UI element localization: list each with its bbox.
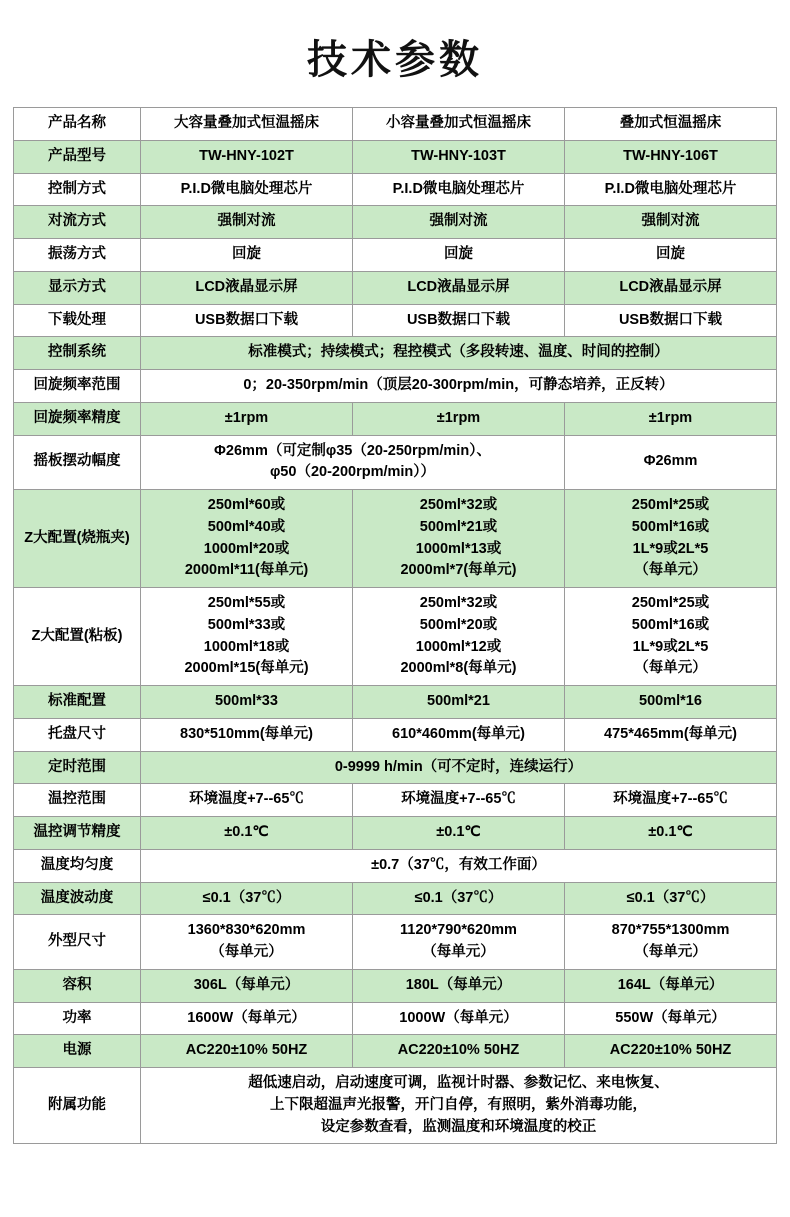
row-value: 标准模式；持续模式；程控模式（多段转速、温度、时间的控制） — [141, 337, 777, 370]
table-row — [14, 402, 777, 435]
row-value: 500ml*33 — [141, 686, 353, 719]
table-row — [14, 337, 777, 370]
row-value: 0-9999 h/min（可不定时，连续运行） — [141, 751, 777, 784]
table-row — [14, 435, 777, 490]
row-value: ±0.1℃ — [565, 817, 777, 850]
row-label: 回旋频率精度 — [14, 402, 141, 435]
row-value: ≤0.1（37℃） — [141, 882, 353, 915]
row-label: 显示方式 — [14, 271, 141, 304]
row-value: 164L（每单元） — [565, 969, 777, 1002]
row-value: 306L（每单元） — [141, 969, 353, 1002]
row-value: Φ26mm（可定制φ35（20-250rpm/min）、 φ50（20-200rpm/min）） — [141, 435, 565, 490]
row-value: TW-HNY-106T — [565, 140, 777, 173]
row-label: 控制方式 — [14, 173, 141, 206]
row-label: 对流方式 — [14, 206, 141, 239]
row-value: 大容量叠加式恒温摇床 — [141, 108, 353, 141]
row-value: P.I.D微电脑处理芯片 — [565, 173, 777, 206]
row-value: ≤0.1（37℃） — [565, 882, 777, 915]
row-value: ±1rpm — [141, 402, 353, 435]
row-value: 1120*790*620mm （每单元） — [353, 915, 565, 970]
table-row — [14, 784, 777, 817]
row-value: 小容量叠加式恒温摇床 — [353, 108, 565, 141]
table-row — [14, 271, 777, 304]
row-label: 附属功能 — [14, 1068, 141, 1144]
row-value: 250ml*32或 500ml*21或 1000ml*13或 2000ml*7(每单元) — [353, 490, 565, 588]
table-row — [14, 588, 777, 686]
row-value: 870*755*1300mm （每单元） — [565, 915, 777, 970]
row-value: P.I.D微电脑处理芯片 — [141, 173, 353, 206]
row-value: TW-HNY-103T — [353, 140, 565, 173]
row-value: 250ml*25或 500ml*16或 1L*9或2L*5 （每单元） — [565, 490, 777, 588]
table-row — [14, 1035, 777, 1068]
row-value: 回旋 — [353, 239, 565, 272]
table-row — [14, 718, 777, 751]
row-value: 250ml*60或 500ml*40或 1000ml*20或 2000ml*11(每单元) — [141, 490, 353, 588]
table-row — [14, 206, 777, 239]
table-row — [14, 490, 777, 588]
row-value: 环境温度+7--65℃ — [353, 784, 565, 817]
row-label: 定时范围 — [14, 751, 141, 784]
table-row — [14, 849, 777, 882]
row-value: 回旋 — [565, 239, 777, 272]
row-value: USB数据口下载 — [353, 304, 565, 337]
row-value: 1600W（每单元） — [141, 1002, 353, 1035]
row-label: 温度波动度 — [14, 882, 141, 915]
table-row — [14, 239, 777, 272]
row-label: 控制系统 — [14, 337, 141, 370]
row-label: 托盘尺寸 — [14, 718, 141, 751]
table-row — [14, 1068, 777, 1144]
row-label: 外型尺寸 — [14, 915, 141, 970]
table-row — [14, 686, 777, 719]
row-value: USB数据口下载 — [141, 304, 353, 337]
row-label: Z大配置(烧瓶夹) — [14, 490, 141, 588]
row-value: 环境温度+7--65℃ — [141, 784, 353, 817]
row-value: 550W（每单元） — [565, 1002, 777, 1035]
row-value: 250ml*25或 500ml*16或 1L*9或2L*5 （每单元） — [565, 588, 777, 686]
row-label: 温度均匀度 — [14, 849, 141, 882]
table-row — [14, 140, 777, 173]
row-value: 830*510mm(每单元) — [141, 718, 353, 751]
row-value: 回旋 — [141, 239, 353, 272]
table-row — [14, 1002, 777, 1035]
row-value: LCD液晶显示屏 — [353, 271, 565, 304]
row-value: ±0.7（37℃，有效工作面） — [141, 849, 777, 882]
row-value: 强制对流 — [141, 206, 353, 239]
row-value: 0；20-350rpm/min（顶层20-300rpm/min，可静态培养，正反转） — [141, 370, 777, 403]
row-label: 产品型号 — [14, 140, 141, 173]
row-value: ±0.1℃ — [353, 817, 565, 850]
row-label: 下载处理 — [14, 304, 141, 337]
table-row — [14, 882, 777, 915]
row-label: 产品名称 — [14, 108, 141, 141]
row-value: 1360*830*620mm （每单元） — [141, 915, 353, 970]
row-value: 强制对流 — [565, 206, 777, 239]
page-title: 技术参数 — [307, 38, 483, 82]
table-body — [14, 108, 777, 1144]
table-row — [14, 304, 777, 337]
row-label: 温控调节精度 — [14, 817, 141, 850]
row-value: 500ml*16 — [565, 686, 777, 719]
table-row — [14, 969, 777, 1002]
row-value: AC220±10% 50HZ — [141, 1035, 353, 1068]
table-row — [14, 173, 777, 206]
row-label: 电源 — [14, 1035, 141, 1068]
row-value: 250ml*55或 500ml*33或 1000ml*18或 2000ml*15(每单元) — [141, 588, 353, 686]
row-value: 环境温度+7--65℃ — [565, 784, 777, 817]
row-label: 回旋频率范围 — [14, 370, 141, 403]
row-label: 容积 — [14, 969, 141, 1002]
bottom-spacer — [0, 1144, 790, 1152]
row-label: 振荡方式 — [14, 239, 141, 272]
row-label: 功率 — [14, 1002, 141, 1035]
table-row — [14, 817, 777, 850]
row-value: ≤0.1（37℃） — [353, 882, 565, 915]
row-value: 1000W（每单元） — [353, 1002, 565, 1035]
row-value: LCD液晶显示屏 — [141, 271, 353, 304]
row-value: 250ml*32或 500ml*20或 1000ml*12或 2000ml*8(每单元) — [353, 588, 565, 686]
row-value: 超低速启动，启动速度可调，监视计时器、参数记忆、来电恢复、 上下限超温声光报警，开门自停，有照明，紫外消毒功能， 设定参数查看，监测温度和环境温度的校正 — [141, 1068, 777, 1144]
table-row — [14, 915, 777, 970]
specifications-table — [13, 107, 777, 1144]
row-label: 摇板摆动幅度 — [14, 435, 141, 490]
row-value: 叠加式恒温摇床 — [565, 108, 777, 141]
table-row — [14, 108, 777, 141]
row-label: 温控范围 — [14, 784, 141, 817]
row-value: 180L（每单元） — [353, 969, 565, 1002]
table-row — [14, 370, 777, 403]
table-row — [14, 751, 777, 784]
row-value: USB数据口下载 — [565, 304, 777, 337]
row-label: 标准配置 — [14, 686, 141, 719]
row-value: Φ26mm — [565, 435, 777, 490]
row-value: 500ml*21 — [353, 686, 565, 719]
row-value: ±0.1℃ — [141, 817, 353, 850]
row-value: LCD液晶显示屏 — [565, 271, 777, 304]
row-value: AC220±10% 50HZ — [565, 1035, 777, 1068]
row-value: 强制对流 — [353, 206, 565, 239]
row-value: ±1rpm — [353, 402, 565, 435]
row-value: P.I.D微电脑处理芯片 — [353, 173, 565, 206]
row-label: Z大配置(粘板) — [14, 588, 141, 686]
row-value: TW-HNY-102T — [141, 140, 353, 173]
row-value: ±1rpm — [565, 402, 777, 435]
row-value: 610*460mm(每单元) — [353, 718, 565, 751]
row-value: AC220±10% 50HZ — [353, 1035, 565, 1068]
row-value: 475*465mm(每单元) — [565, 718, 777, 751]
